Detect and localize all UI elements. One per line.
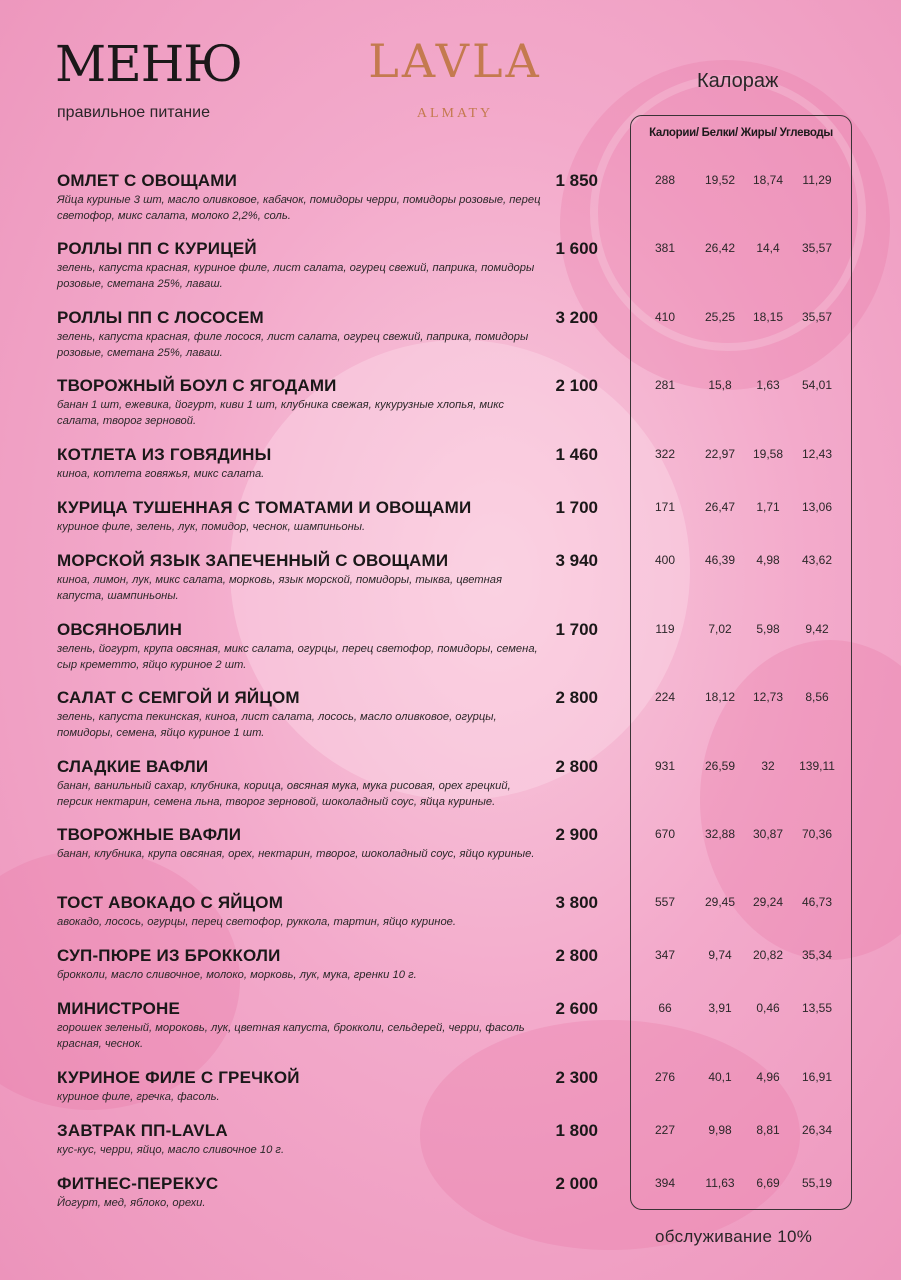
- menu-item: [57, 1068, 857, 1128]
- item-name: РОЛЛЫ ПП С ЛОСОСЕМ: [57, 308, 264, 327]
- item-price: 2 800: [555, 946, 598, 965]
- item-protein: 9,98: [708, 1123, 732, 1137]
- item-fat: 4,96: [756, 1070, 780, 1084]
- brand-city: ALMATY: [416, 106, 494, 121]
- item-price: 3 200: [555, 308, 598, 327]
- item-protein: 3,91: [708, 1001, 732, 1015]
- menu-item: [57, 376, 857, 436]
- item-fat: 1,63: [756, 378, 780, 392]
- item-carbs: 35,57: [801, 241, 833, 255]
- item-protein: 46,39: [704, 553, 736, 567]
- item-description: авокадо, лосось, огурцы, перец светофор, руккола, тартин, яйцо куриное.: [57, 916, 457, 928]
- item-name: ТВОРОЖНЫЙ БОУЛ С ЯГОДАМИ: [57, 376, 337, 395]
- item-carbs: 35,57: [801, 310, 833, 324]
- menu-item: [57, 999, 857, 1059]
- item-name: ФИТНЕС-ПЕРЕКУС: [57, 1174, 219, 1193]
- item-carbs: 12,43: [801, 447, 833, 461]
- calories-label: Калораж: [697, 70, 779, 92]
- menu-item: [57, 893, 857, 953]
- item-description: горошек зеленый, мороковь, лук, цветная капуста, брокколи, сельдерей, черри, фасоль красная, чеснок.: [57, 1022, 525, 1050]
- item-calories: 670: [654, 827, 676, 841]
- item-description: Яйца куриные 3 шт, масло оливковое, кабачок, помидоры черри, помидоры розовые, перец светофор, микс салата, молоко 2,2%, соль.: [57, 194, 541, 222]
- item-fat: 29,24: [752, 895, 784, 909]
- page-subtitle: правильное питание: [57, 104, 210, 121]
- item-price: 1 700: [555, 498, 598, 517]
- item-carbs: 55,19: [801, 1176, 833, 1190]
- item-protein: 26,59: [704, 759, 736, 773]
- item-name: РОЛЛЫ ПП С КУРИЦЕЙ: [57, 239, 257, 258]
- item-fat: 6,69: [756, 1176, 780, 1190]
- item-description: банан, ванильный сахар, клубника, корица, овсяная мука, мука рисовая, орех грецкий, персик нектарин, семена льна, творог зерновой, шоколадный соус, яйца куриные.: [57, 780, 511, 808]
- item-description: киноа, лимон, лук, микс салата, морковь, язык морской, помидоры, тыква, цветная капуста, шампиньоны.: [57, 574, 502, 602]
- item-fat: 19,58: [752, 447, 784, 461]
- item-price: 1 600: [555, 239, 598, 258]
- item-name: КОТЛЕТА ИЗ ГОВЯДИНЫ: [57, 445, 272, 464]
- item-price: 3 800: [555, 893, 598, 912]
- item-description: киноа, котлета говяжья, микс салата.: [57, 468, 265, 480]
- item-calories: 119: [655, 622, 675, 636]
- item-description: куриное филе, гречка, фасоль.: [57, 1091, 220, 1103]
- item-description: зелень, капуста красная, филе лосося, лист салата, огурец свежий, паприка, помидоры розовые, сметана 25%, лаваш.: [57, 331, 529, 359]
- item-description: зелень, капуста пекинская, киноа, лист салата, лосось, масло оливковое, огурцы, помидоры, семена, яйцо куриное 1 шт.: [57, 711, 497, 739]
- menu-item: [57, 171, 857, 231]
- item-price: 2 800: [555, 688, 598, 707]
- item-carbs: 13,06: [801, 500, 833, 514]
- item-protein: 32,88: [704, 827, 736, 841]
- item-price: 1 850: [555, 171, 598, 190]
- item-fat: 18,74: [752, 173, 784, 187]
- item-carbs: 8,56: [805, 690, 829, 704]
- item-calories: 322: [654, 447, 676, 461]
- item-description: банан, клубника, крупа овсяная, орех, нектарин, творог, шоколадный соус, яйцо куриные.: [57, 848, 535, 860]
- nutrition-header: Калории/ Белки/ Жиры/ Углеводы: [649, 127, 833, 139]
- item-calories: 557: [654, 895, 676, 909]
- item-price: 3 940: [555, 551, 598, 570]
- item-calories: 281: [654, 378, 676, 392]
- item-carbs: 46,73: [801, 895, 833, 909]
- item-price: 2 600: [555, 999, 598, 1018]
- item-calories: 394: [654, 1176, 676, 1190]
- item-price: 1 700: [555, 620, 598, 639]
- item-price: 1 460: [555, 445, 598, 464]
- item-carbs: 9,42: [805, 622, 829, 636]
- item-calories: 171: [654, 500, 676, 514]
- item-carbs: 54,01: [801, 378, 833, 392]
- page-title: МЕНЮ: [55, 35, 242, 93]
- item-carbs: 70,36: [801, 827, 833, 841]
- item-name: МОРСКОЙ ЯЗЫК ЗАПЕЧЕННЫЙ С ОВОЩАМИ: [57, 551, 449, 570]
- item-name: КУРИЦА ТУШЕННАЯ С ТОМАТАМИ И ОВОЩАМИ: [57, 498, 472, 517]
- item-fat: 12,73: [752, 690, 784, 704]
- item-name: ОМЛЕТ С ОВОЩАМИ: [57, 171, 238, 190]
- item-protein: 18,12: [704, 690, 736, 704]
- item-fat: 32: [761, 759, 775, 773]
- item-protein: 29,45: [704, 895, 736, 909]
- item-fat: 18,15: [752, 310, 784, 324]
- item-description: банан 1 шт, ежевика, йогурт, киви 1 шт, клубника свежая, кукурузные хлопья, микс салата, творог зерновой.: [57, 399, 504, 427]
- menu-item: [57, 498, 857, 558]
- item-fat: 8,81: [756, 1123, 780, 1137]
- menu-item: [57, 551, 857, 611]
- item-price: 1 800: [555, 1121, 598, 1140]
- item-protein: 19,52: [704, 173, 736, 187]
- menu-item: [57, 757, 857, 817]
- item-calories: 276: [654, 1070, 676, 1084]
- item-calories: 931: [654, 759, 676, 773]
- item-name: ТВОРОЖНЫЕ ВАФЛИ: [57, 825, 242, 844]
- item-protein: 9,74: [708, 948, 732, 962]
- item-fat: 5,98: [756, 622, 780, 636]
- item-fat: 20,82: [752, 948, 784, 962]
- item-carbs: 11,29: [802, 173, 832, 187]
- item-protein: 11,63: [705, 1176, 735, 1190]
- menu-item: [57, 1174, 857, 1234]
- item-name: ЗАВТРАК ПП-LAVLA: [57, 1121, 228, 1140]
- item-fat: 0,46: [756, 1001, 780, 1015]
- item-price: 2 000: [555, 1174, 598, 1193]
- item-calories: 410: [654, 310, 676, 324]
- menu-item: [57, 825, 857, 885]
- item-price: 2 800: [555, 757, 598, 776]
- menu-item: [57, 308, 857, 368]
- item-protein: 22,97: [704, 447, 736, 461]
- item-name: КУРИНОЕ ФИЛЕ С ГРЕЧКОЙ: [57, 1068, 300, 1087]
- item-calories: 66: [658, 1001, 672, 1015]
- item-description: брокколи, масло сливочное, молоко, морковь, лук, мука, гренки 10 г.: [57, 969, 417, 981]
- item-protein: 26,42: [704, 241, 736, 255]
- item-protein: 7,02: [708, 622, 732, 636]
- item-protein: 26,47: [704, 500, 736, 514]
- brand-logo: LAVLA: [368, 34, 542, 88]
- item-name: МИНИСТРОНЕ: [57, 999, 181, 1018]
- menu-item: [57, 239, 857, 299]
- item-protein: 15,8: [708, 378, 732, 392]
- item-name: ОВСЯНОБЛИН: [57, 620, 183, 639]
- item-carbs: 16,91: [801, 1070, 833, 1084]
- menu-item: [57, 688, 857, 748]
- item-name: САЛАТ С СЕМГОЙ И ЯЙЦОМ: [57, 688, 300, 707]
- menu-item: [57, 946, 857, 1006]
- item-name: СЛАДКИЕ ВАФЛИ: [57, 757, 209, 776]
- item-carbs: 26,34: [801, 1123, 833, 1137]
- item-carbs: 35,34: [801, 948, 833, 962]
- item-price: 2 300: [555, 1068, 598, 1087]
- item-calories: 224: [654, 690, 676, 704]
- item-name: ТОСТ АВОКАДО С ЯЙЦОМ: [57, 893, 284, 912]
- menu-item: [57, 1121, 857, 1181]
- item-description: зелень, капуста красная, куриное филе, лист салата, огурец свежий, паприка, помидоры розовые, сметана 25%, лаваш.: [57, 262, 535, 290]
- item-fat: 14,4: [756, 241, 780, 255]
- item-description: Йогурт, мед, яблоко, орехи.: [57, 1197, 206, 1209]
- item-name: СУП-ПЮРЕ ИЗ БРОККОЛИ: [57, 946, 281, 965]
- item-price: 2 900: [555, 825, 598, 844]
- item-protein: 25,25: [704, 310, 736, 324]
- item-price: 2 100: [555, 376, 598, 395]
- item-calories: 381: [654, 241, 676, 255]
- item-calories: 227: [654, 1123, 676, 1137]
- item-fat: 1,71: [756, 500, 780, 514]
- item-fat: 30,87: [752, 827, 784, 841]
- item-carbs: 13,55: [801, 1001, 833, 1015]
- item-calories: 347: [654, 948, 676, 962]
- item-calories: 288: [654, 173, 676, 187]
- item-description: куриное филе, зелень, лук, помидор, чеснок, шампиньоны.: [57, 521, 366, 533]
- item-description: кус-кус, черри, яйцо, масло сливочное 10 г.: [57, 1144, 285, 1156]
- item-carbs: 43,62: [801, 553, 833, 567]
- service-charge: обслуживание 10%: [655, 1227, 813, 1246]
- menu-item: [57, 445, 857, 505]
- item-carbs: 139,11: [799, 759, 835, 773]
- item-fat: 4,98: [756, 553, 780, 567]
- menu-item: [57, 620, 857, 680]
- item-description: зелень, йогурт, крупа овсяная, микс салата, огурцы, перец светофор, помидоры, семена, сыр креметто, яйцо куриное 2 шт.: [57, 643, 538, 671]
- item-calories: 400: [654, 553, 676, 567]
- item-protein: 40,1: [708, 1070, 732, 1084]
